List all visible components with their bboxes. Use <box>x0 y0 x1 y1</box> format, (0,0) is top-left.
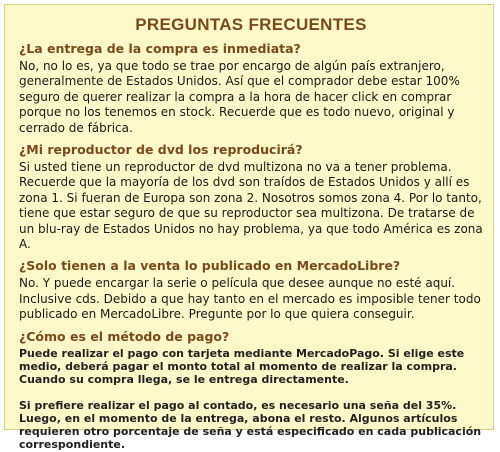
question-delivery: ¿La entrega de la compra es inmediata? <box>19 41 301 56</box>
paragraph-spacer <box>19 387 483 399</box>
question-dvd-player: ¿Mi reproductor de dvd los reproducirá? <box>19 142 303 158</box>
answer-payment-cash: Si prefiere realizar el pago al contado, es necesario una seña del 35%. Luego, en el momento de la entrega, abona el resto. Algunos artículos requieren otro porcentaje de seña y está especificado en cada publicación correspondiente. <box>19 398 482 452</box>
answer-delivery: No, no lo es, ya que todo se trae por encargo de algún país extranjero, generalmente de Estados Unidos. Así que el comprador debe estar 100% seguro de querer realizar la compra a la hora de hacer click en comprar porque no los tenemos en stock. Recuerde que es todo nuevo, original y cerrado de fábrica. <box>19 59 460 135</box>
answer-dvd-player: Si usted tiene un reproductor de dvd multizona no va a tener problema. Recuerde que la mayoría de los dvd son traídos de Estados Unidos y allí es zona 1. Si fueran de Europa son zona 2. Nosotros somos zona 4. Por lo tanto, tiene que estar seguro de que su reproductor sea multizona. De tratarse de un blu-ray de Estados Unidos no hay problema, ya que todo América es zona A. <box>19 160 483 252</box>
faq-title: PREGUNTAS FRECUENTES <box>135 15 367 34</box>
question-catalog: ¿Solo tienen a la venta lo publicado en MercadoLibre? <box>19 258 401 274</box>
answer-payment-card: Puede realizar el pago con tarjeta mediante MercadoPago. Si elige este medio, deberá pagar el monto total al momento de realizar la compra. Cuando su compra llega, se le entrega directamente. <box>19 346 465 387</box>
faq-panel <box>4 4 494 452</box>
answer-catalog: No. Y puede encargar la serie o película que desee aunque no esté aquí. Inclusive cds. Debido a que hay tanto en el mercado es imposible tener todo publicado en MercadoLibre. Pregunte por lo que quiera conseguir. <box>19 276 481 322</box>
question-payment: ¿Cómo es el método de pago? <box>19 328 230 344</box>
